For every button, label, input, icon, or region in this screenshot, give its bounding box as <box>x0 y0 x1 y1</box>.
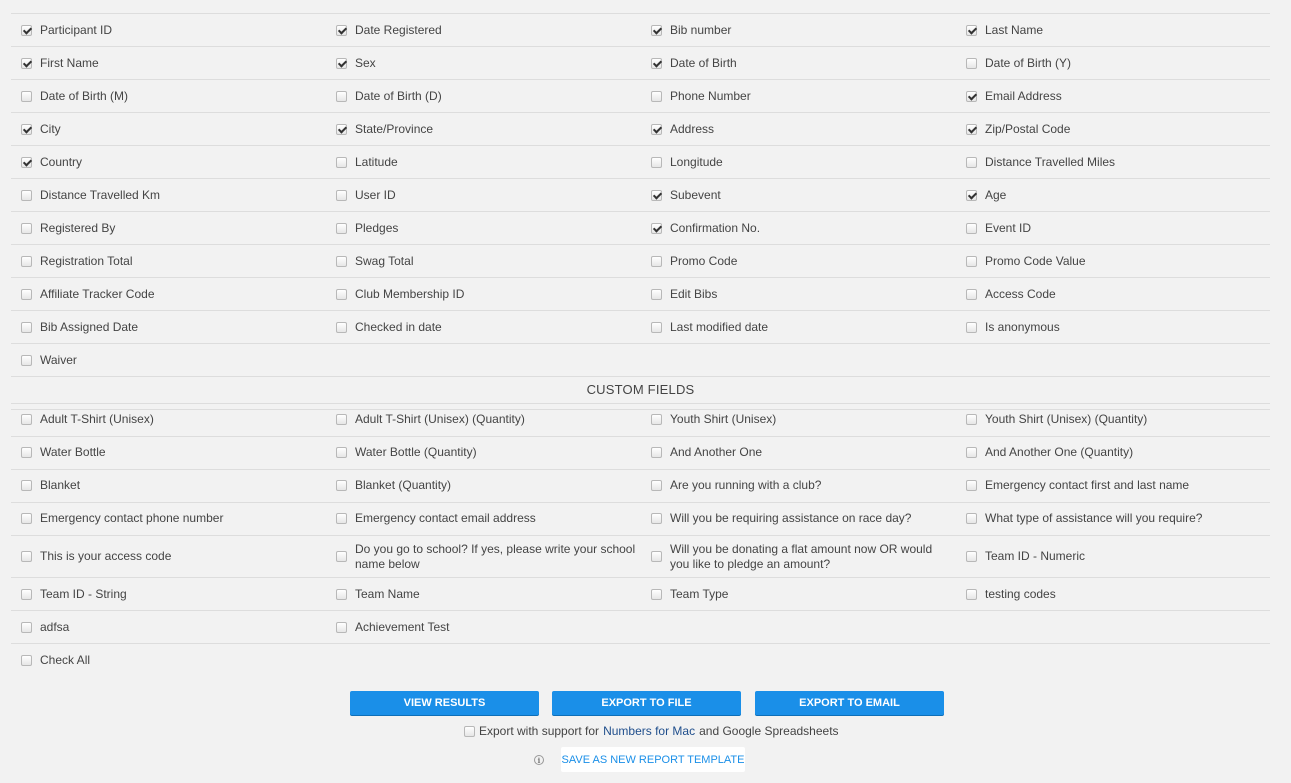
checkbox[interactable] <box>651 289 662 300</box>
field-option-label: And Another One <box>670 445 763 459</box>
checkbox[interactable] <box>21 322 32 333</box>
export-support-checkbox[interactable] <box>464 726 475 737</box>
field-option-last-modified-date[interactable] <box>651 311 936 344</box>
field-option-team-type[interactable] <box>651 578 936 611</box>
field-option-label: This is your access code <box>40 549 172 563</box>
field-option-label: Date of Birth <box>670 56 737 70</box>
row-divider <box>11 343 1270 344</box>
field-option-label: Bib Assigned Date <box>40 320 139 334</box>
checkbox-checked[interactable] <box>21 157 32 168</box>
field-option-blanket[interactable] <box>21 469 321 502</box>
checkbox[interactable] <box>651 513 662 524</box>
checkbox-checked[interactable] <box>966 124 977 135</box>
field-option-label: Club Membership ID <box>355 287 465 301</box>
field-option-team-id-numeric[interactable] <box>966 535 1266 578</box>
field-row <box>11 47 1270 80</box>
field-option-label: Affiliate Tracker Code <box>40 287 155 301</box>
checkbox[interactable] <box>651 91 662 102</box>
field-option-label: Emergency contact first and last name <box>985 478 1190 492</box>
field-option-label: City <box>40 122 61 136</box>
export-to-email-button[interactable]: EXPORT TO EMAIL <box>755 691 944 715</box>
checkbox[interactable] <box>336 622 347 633</box>
checkbox-checked[interactable] <box>21 58 32 69</box>
field-option-what-type-of-assistance-will-you-require[interactable] <box>966 502 1266 535</box>
row-divider <box>11 178 1270 179</box>
checkbox[interactable] <box>21 551 32 562</box>
field-option-edit-bibs[interactable] <box>651 278 936 311</box>
field-option-swag-total[interactable] <box>336 245 636 278</box>
field-option-city[interactable] <box>21 113 321 146</box>
field-option-label: Emergency contact phone number <box>40 511 224 525</box>
custom-fields-title: CUSTOM FIELDS <box>586 382 695 397</box>
checkbox[interactable] <box>336 589 347 600</box>
field-option-label: Bib number <box>670 23 732 37</box>
field-option-label: Pledges <box>355 221 399 235</box>
checkbox-checked[interactable] <box>651 190 662 201</box>
field-option-emergency-contact-first-and-last-name[interactable] <box>966 469 1266 502</box>
checkbox[interactable] <box>966 447 977 458</box>
checkbox[interactable] <box>21 91 32 102</box>
checkbox[interactable] <box>336 322 347 333</box>
checkbox[interactable] <box>21 589 32 600</box>
checkbox-checked[interactable] <box>21 25 32 36</box>
field-option-youth-shirt-unisex-quantity[interactable] <box>966 403 1266 436</box>
field-option-label: Subevent <box>670 188 721 202</box>
export-support-suffix: and Google Spreadsheets <box>699 724 839 738</box>
checkbox[interactable] <box>21 223 32 234</box>
field-option-emergency-contact-phone-number[interactable] <box>21 502 321 535</box>
checkbox[interactable] <box>651 414 662 425</box>
field-row <box>11 278 1270 311</box>
field-option-phone-number[interactable] <box>651 80 936 113</box>
field-option-label: Will you be donating a flat amount now OR would you like to pledge an amount? <box>670 541 933 571</box>
field-row <box>11 179 1270 212</box>
row-divider <box>11 310 1270 311</box>
checkbox[interactable] <box>651 480 662 491</box>
field-option-label: Blanket <box>40 478 81 492</box>
field-option-date-of-birth[interactable] <box>651 47 936 80</box>
field-option-checked-in-date[interactable] <box>336 311 636 344</box>
field-option-longitude[interactable] <box>651 146 936 179</box>
field-option-pledges[interactable] <box>336 212 636 245</box>
field-option-latitude[interactable] <box>336 146 636 179</box>
field-option-access-code[interactable] <box>966 278 1266 311</box>
field-option-bib-assigned-date[interactable] <box>21 311 321 344</box>
checkbox[interactable] <box>966 223 977 234</box>
field-option-club-membership-id[interactable] <box>336 278 636 311</box>
field-option-label: Team ID - Numeric <box>985 549 1086 563</box>
checkbox[interactable] <box>336 414 347 425</box>
field-option-label: Date of Birth (D) <box>355 89 442 103</box>
field-option-label: adfsa <box>40 620 70 634</box>
checkbox[interactable] <box>21 190 32 201</box>
field-option-subevent[interactable] <box>651 179 936 212</box>
checkbox[interactable] <box>21 414 32 425</box>
field-option-team-id-string[interactable] <box>21 578 321 611</box>
field-row <box>11 644 1270 677</box>
row-divider <box>11 211 1270 212</box>
checkbox[interactable] <box>966 414 977 425</box>
checkbox[interactable] <box>336 91 347 102</box>
row-divider <box>11 409 1270 410</box>
field-option-label: Address <box>670 122 715 136</box>
checkbox-checked[interactable] <box>966 25 977 36</box>
field-option-label: First Name <box>40 56 99 70</box>
field-row <box>11 311 1270 344</box>
save-as-template-button[interactable]: SAVE AS NEW REPORT TEMPLATE <box>561 747 745 772</box>
field-option-water-bottle[interactable] <box>21 436 321 469</box>
field-row <box>11 403 1270 436</box>
field-option-label: Participant ID <box>40 23 113 37</box>
field-option-first-name[interactable] <box>21 47 321 80</box>
checkbox[interactable] <box>651 447 662 458</box>
field-option-emergency-contact-email-address[interactable] <box>336 502 636 535</box>
checkbox-checked[interactable] <box>21 124 32 135</box>
field-option-label: Confirmation No. <box>670 221 761 235</box>
field-option-label: Adult T-Shirt (Unisex) (Quantity) <box>355 412 525 426</box>
numbers-for-mac-link[interactable]: Numbers for Mac <box>603 724 696 738</box>
row-divider <box>11 403 1270 404</box>
field-option-youth-shirt-unisex[interactable] <box>651 403 936 436</box>
field-option-bib-number[interactable] <box>651 14 936 47</box>
field-option-participant-id[interactable] <box>21 14 321 47</box>
field-option-label: Event ID <box>985 221 1032 235</box>
row-divider <box>11 610 1270 611</box>
field-row <box>11 146 1270 179</box>
field-option-user-id[interactable] <box>336 179 636 212</box>
field-option-affiliate-tracker-code[interactable] <box>21 278 321 311</box>
checkbox-checked[interactable] <box>651 124 662 135</box>
field-option-label: Last modified date <box>670 320 769 334</box>
field-option-sex[interactable] <box>336 47 636 80</box>
checkbox[interactable] <box>966 58 977 69</box>
field-option-label: Age <box>985 188 1007 202</box>
checkbox[interactable] <box>651 256 662 267</box>
checkbox[interactable] <box>21 447 32 458</box>
field-option-label: And Another One (Quantity) <box>985 445 1134 459</box>
field-option-label: Youth Shirt (Unisex) (Quantity) <box>985 412 1148 426</box>
checkbox[interactable] <box>651 589 662 600</box>
checkbox[interactable] <box>966 256 977 267</box>
field-option-label: Distance Travelled Km <box>40 188 161 202</box>
field-option-email-address[interactable] <box>966 80 1266 113</box>
export-support-option[interactable] <box>464 724 839 738</box>
field-option-label: Date of Birth (Y) <box>985 56 1072 70</box>
row-divider <box>11 112 1270 113</box>
field-option-waiver[interactable] <box>21 344 321 377</box>
field-row <box>11 502 1270 535</box>
field-option-age[interactable] <box>966 179 1266 212</box>
checkbox[interactable] <box>651 322 662 333</box>
field-option-registration-total[interactable] <box>21 245 321 278</box>
field-option-label: Access Code <box>985 287 1056 301</box>
field-option-adult-t-shirt-unisex-quantity[interactable] <box>336 403 636 436</box>
field-option-date-registered[interactable] <box>336 14 636 47</box>
row-divider <box>11 502 1270 503</box>
checkbox[interactable] <box>21 513 32 524</box>
field-option-date-of-birth-m[interactable] <box>21 80 321 113</box>
field-option-event-id[interactable] <box>966 212 1266 245</box>
field-row <box>11 611 1270 644</box>
checkbox[interactable] <box>336 513 347 524</box>
field-option-are-you-running-with-a-club[interactable] <box>651 469 936 502</box>
field-option-label: Checked in date <box>355 320 442 334</box>
field-option-label: testing codes <box>985 587 1056 601</box>
row-divider <box>11 436 1270 437</box>
checkbox[interactable] <box>651 551 662 562</box>
row-divider <box>11 535 1270 536</box>
checkbox[interactable] <box>336 551 347 562</box>
checkbox[interactable] <box>21 655 32 666</box>
field-option-label: Edit Bibs <box>670 287 718 301</box>
field-option-distance-travelled-km[interactable] <box>21 179 321 212</box>
field-option-label: Email Address <box>985 89 1062 103</box>
checkbox[interactable] <box>966 551 977 562</box>
field-option-confirmation-no[interactable] <box>651 212 936 245</box>
checkbox[interactable] <box>966 513 977 524</box>
field-row <box>11 578 1270 611</box>
field-option-label: Date of Birth (M) <box>40 89 129 103</box>
field-option-check-all[interactable] <box>21 644 321 677</box>
checkbox-checked[interactable] <box>651 25 662 36</box>
checkbox[interactable] <box>21 622 32 633</box>
field-row <box>11 469 1270 502</box>
field-option-testing-codes[interactable] <box>966 578 1266 611</box>
field-option-water-bottle-quantity[interactable] <box>336 436 636 469</box>
row-divider <box>11 145 1270 146</box>
field-option-label: Swag Total <box>355 254 414 268</box>
checkbox-checked[interactable] <box>966 190 977 201</box>
row-divider <box>11 376 1270 377</box>
row-divider <box>11 46 1270 47</box>
checkbox[interactable] <box>966 480 977 491</box>
row-divider <box>11 469 1270 470</box>
field-option-label: User ID <box>355 188 396 202</box>
field-option-label: Latitude <box>355 155 398 169</box>
checkbox-checked[interactable] <box>336 124 347 135</box>
field-option-do-you-go-to-school-if-yes-please-write-your-school-name-below[interactable] <box>336 535 636 578</box>
field-option-state-province[interactable] <box>336 113 636 146</box>
field-row <box>11 436 1270 469</box>
field-option-label: Adult T-Shirt (Unisex) <box>40 412 154 426</box>
checkbox[interactable] <box>336 256 347 267</box>
field-option-label: Registered By <box>40 221 116 235</box>
field-option-label: Zip/Postal Code <box>985 122 1071 136</box>
field-option-date-of-birth-d[interactable] <box>336 80 636 113</box>
field-option-this-is-your-access-code[interactable] <box>21 535 321 578</box>
field-option-team-name[interactable] <box>336 578 636 611</box>
field-option-promo-code[interactable] <box>651 245 936 278</box>
field-option-label: Team Name <box>355 587 420 601</box>
field-option-will-you-be-donating-a-flat-amount-now-or-would-you-like-to-pledge-an-amount[interactable] <box>651 535 936 578</box>
field-option-and-another-one[interactable] <box>651 436 936 469</box>
field-option-label: Check All <box>40 653 91 667</box>
field-row <box>11 344 1270 377</box>
field-option-label: Registration Total <box>40 254 133 268</box>
checkbox[interactable] <box>336 157 347 168</box>
field-option-label: Is anonymous <box>985 320 1060 334</box>
checkbox[interactable] <box>336 223 347 234</box>
checkbox[interactable] <box>336 480 347 491</box>
field-option-label: Emergency contact email address <box>355 511 536 525</box>
field-option-achievement-test[interactable] <box>336 611 636 644</box>
field-option-label: Promo Code Value <box>985 254 1086 268</box>
field-option-label: Achievement Test <box>355 620 450 634</box>
field-option-label: Promo Code <box>670 254 738 268</box>
field-option-adult-t-shirt-unisex[interactable] <box>21 403 321 436</box>
field-option-label: Waiver <box>40 353 77 367</box>
checkbox[interactable] <box>21 289 32 300</box>
checkbox[interactable] <box>21 355 32 366</box>
field-row <box>11 14 1270 47</box>
checkbox[interactable] <box>336 190 347 201</box>
checkbox[interactable] <box>966 322 977 333</box>
checkbox-checked[interactable] <box>966 91 977 102</box>
row-divider <box>11 244 1270 245</box>
field-option-last-name[interactable] <box>966 14 1266 47</box>
field-option-distance-travelled-miles[interactable] <box>966 146 1266 179</box>
checkbox[interactable] <box>651 157 662 168</box>
checkbox[interactable] <box>21 256 32 267</box>
field-option-label: Blanket (Quantity) <box>355 478 452 492</box>
row-divider <box>11 643 1270 644</box>
checkbox-checked[interactable] <box>336 25 347 36</box>
checkbox[interactable] <box>966 589 977 600</box>
field-option-label: Last Name <box>985 23 1044 37</box>
field-option-address[interactable] <box>651 113 936 146</box>
checkbox[interactable] <box>336 447 347 458</box>
field-option-label: State/Province <box>355 122 434 136</box>
field-option-label: Longitude <box>670 155 723 169</box>
field-row <box>11 80 1270 113</box>
field-option-zip-postal-code[interactable] <box>966 113 1266 146</box>
row-divider <box>11 577 1270 578</box>
field-row <box>11 245 1270 278</box>
checkbox-checked[interactable] <box>651 58 662 69</box>
view-results-button[interactable]: VIEW RESULTS <box>350 691 539 715</box>
field-row <box>11 535 1270 578</box>
field-option-label: Do you go to school? If yes, please write your school name below <box>355 541 636 571</box>
field-option-label: Are you running with a club? <box>670 478 822 492</box>
field-option-country[interactable] <box>21 146 321 179</box>
field-option-label: Distance Travelled Miles <box>985 155 1116 169</box>
field-option-date-of-birth-y[interactable] <box>966 47 1266 80</box>
info-icon[interactable]: i <box>534 755 544 765</box>
field-option-label: Team ID - String <box>40 587 127 601</box>
field-option-label: Sex <box>355 56 376 70</box>
field-option-adfsa[interactable] <box>21 611 321 644</box>
checkbox-checked[interactable] <box>336 58 347 69</box>
row-divider <box>11 79 1270 80</box>
field-option-and-another-one-quantity[interactable] <box>966 436 1266 469</box>
field-row <box>11 113 1270 146</box>
field-option-label: Youth Shirt (Unisex) <box>670 412 777 426</box>
checkbox[interactable] <box>966 289 977 300</box>
checkbox[interactable] <box>21 480 32 491</box>
export-to-file-button[interactable]: EXPORT TO FILE <box>552 691 741 715</box>
checkbox[interactable] <box>966 157 977 168</box>
field-option-blanket-quantity[interactable] <box>336 469 636 502</box>
field-option-label: What type of assistance will you require? <box>985 511 1203 525</box>
field-option-label: Water Bottle (Quantity) <box>355 445 477 459</box>
row-divider <box>11 13 1270 14</box>
field-option-label: Water Bottle <box>40 445 106 459</box>
checkbox-checked[interactable] <box>651 223 662 234</box>
field-option-label: Date Registered <box>355 23 442 37</box>
field-option-registered-by[interactable] <box>21 212 321 245</box>
field-option-label: Will you be requiring assistance on race day? <box>670 511 912 525</box>
field-row <box>11 212 1270 245</box>
field-option-label: Phone Number <box>670 89 751 103</box>
checkbox[interactable] <box>336 289 347 300</box>
field-option-will-you-be-requiring-assistance-on-race-day[interactable] <box>651 502 936 535</box>
export-support-prefix: Export with support for <box>479 724 600 738</box>
field-option-is-anonymous[interactable] <box>966 311 1266 344</box>
field-option-label: Team Type <box>670 587 729 601</box>
field-option-promo-code-value[interactable] <box>966 245 1266 278</box>
row-divider <box>11 277 1270 278</box>
field-option-label: Country <box>40 155 83 169</box>
